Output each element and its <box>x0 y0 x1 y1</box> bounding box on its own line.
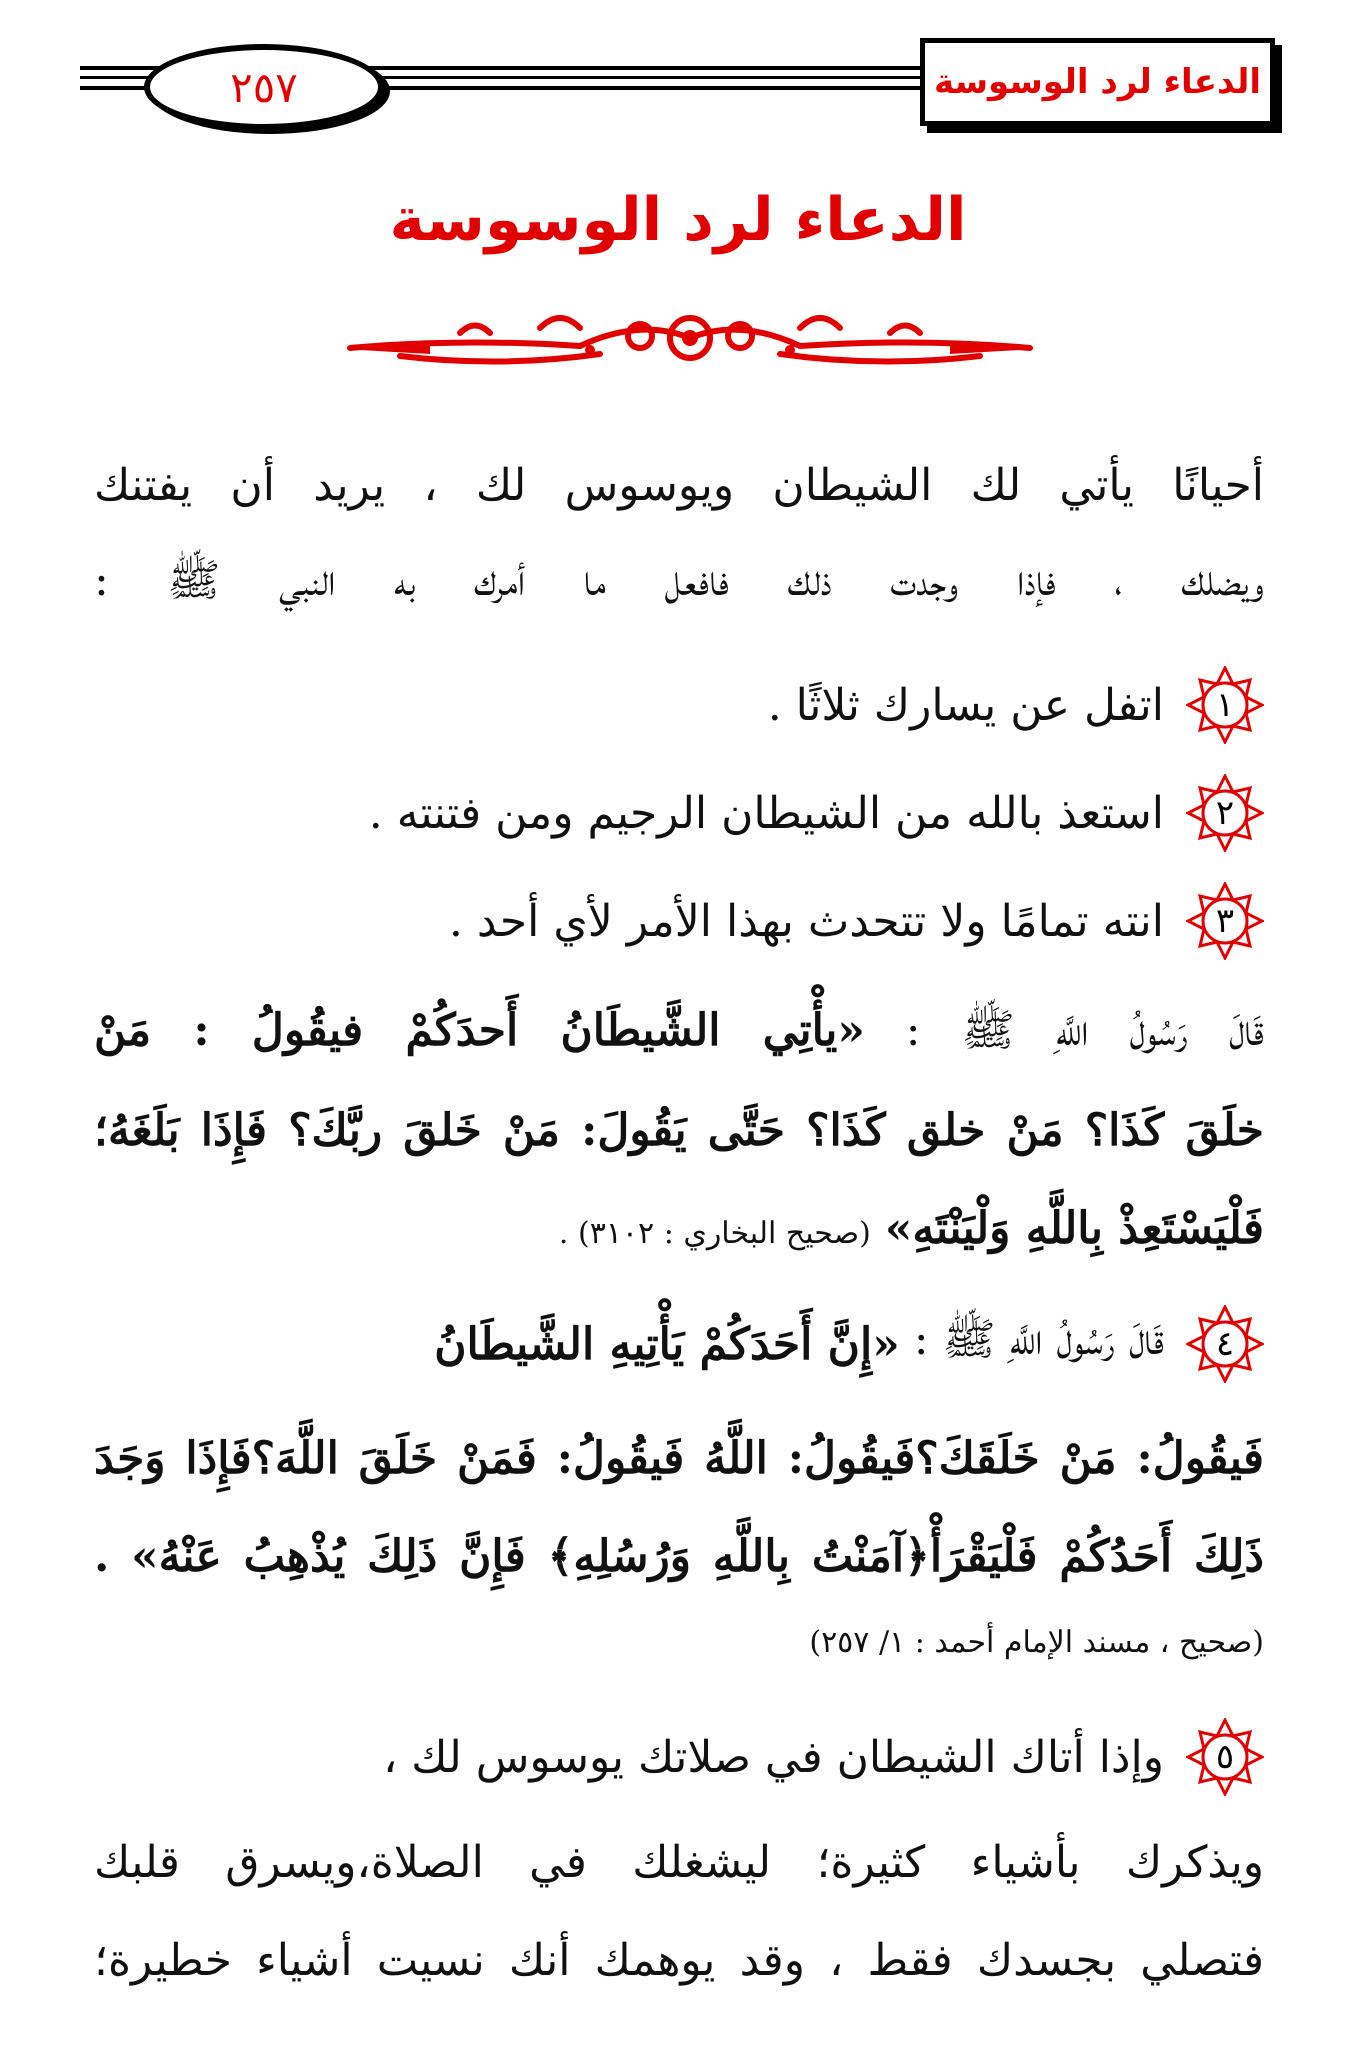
hadith-2-line-2: فَيقُولُ: مَنْ خَلَقَكَ؟فَيقُولُ: اللَّهُ فَيقُولُ: فَمَنْ خَلَقَ اللَّهَ؟فَإِذَا وَجَدَ <box>94 1433 1264 1484</box>
hadith-quote: «يأْتِي الشَّيطَانُ أَحدَكُمْ فيقُولُ : مَنْ <box>94 1005 865 1056</box>
step-number: ٢ <box>1215 793 1235 833</box>
list-item <box>383 1718 1264 1796</box>
intro-line-1: أحيانًا يأتي لك الشيطان ويوسوس لك ، يريد أن يفتنك <box>94 460 1264 511</box>
hadith-reference: (صحيح ، مسند الإمام أحمد : ١/ ٢٥٧) <box>809 1625 1264 1660</box>
step-text: اتفل عن يسارك ثلاثًا . <box>767 679 1164 731</box>
list-item <box>94 1305 1264 1383</box>
step-5-line-3: فتصلي بجسدك فقط ، وقد يوهمك أنك نسيت أشياء خطيرة؛ <box>94 1935 1264 1986</box>
step-number: ١ <box>1215 685 1235 725</box>
hadith-citation: (صحيح البخاري : ٣١٠٢) . <box>558 1216 871 1251</box>
intro-line-2: ويضلك ، فإذا وجدت ذلك فافعل ما أمرك به النبي ﷺ : <box>94 555 1264 606</box>
list-item <box>768 666 1264 744</box>
hadith-quote: «إِنَّ أَحَدَكُمْ يَأْتِيهِ الشَّيطَانُ <box>434 1318 900 1370</box>
star-badge-icon <box>1186 1305 1264 1383</box>
list-item <box>449 882 1264 960</box>
step-number: ٣ <box>1215 901 1235 941</box>
hadith-1-line-3 <box>94 1188 1264 1275</box>
star-badge-icon <box>1186 666 1264 744</box>
step-5-line-2: ويذكرك بأشياء كثيرة؛ ليشغلك في الصلاة،ويسرق قلبك <box>94 1837 1264 1888</box>
running-title-box <box>920 38 1275 126</box>
running-title: الدعاء لرد الوسوسة <box>933 62 1262 102</box>
step-text: وإذا أتاك الشيطان في صلاتك يوسوس لك ، <box>383 1731 1164 1783</box>
hadith-1-line-2: خلَقَ كَذَا؟ مَنْ خلق كَذَا؟ حَتَّى يَقُولَ: مَنْ خَلقَ ربَّكَ؟ فَإِذَا بَلَغَهُ؛ <box>94 1105 1264 1156</box>
step-number: ٤ <box>1215 1324 1235 1364</box>
hadith-quote: فَلْيَسْتَعِذْ بِاللَّهِ وَلْيَنْتَهِ» <box>884 1203 1264 1254</box>
page-header <box>80 38 1275 128</box>
page-number-oval <box>144 44 384 130</box>
floral-ornament-icon <box>340 298 1040 378</box>
step-text: استعذ بالله من الشيطان الرجيم ومن فتنته . <box>368 787 1164 839</box>
star-badge-icon <box>1186 774 1264 852</box>
hadith-intro: قَالَ رَسُولُ اللَّهِ ﷺ : <box>905 1005 1264 1056</box>
star-badge-icon <box>1186 882 1264 960</box>
hadith-2-line-3: ذَلِكَ أَحَدُكُمْ فَلْيَقْرَأْ﴿آمَنْتُ بِاللَّهِ وَرُسُلِهِ﴾ فَإِنَّ ذَلِكَ يُذْهِبُ عَنْهُ» . <box>94 1531 1264 1582</box>
star-badge-icon <box>1186 1718 1264 1796</box>
step-text: انته تمامًا ولا تتحدث بهذا الأمر لأي أحد . <box>448 895 1164 947</box>
step-number: ٥ <box>1215 1737 1235 1777</box>
chapter-title: الدعاء لرد الوسوسة <box>389 185 967 255</box>
hadith-1-line-1 <box>94 990 1264 1072</box>
hadith-intro: قَالَ رَسُولُ اللَّهِ ﷺ : <box>913 1314 1164 1365</box>
list-item <box>369 774 1264 852</box>
page-number: ٢٥٧ <box>230 62 298 112</box>
